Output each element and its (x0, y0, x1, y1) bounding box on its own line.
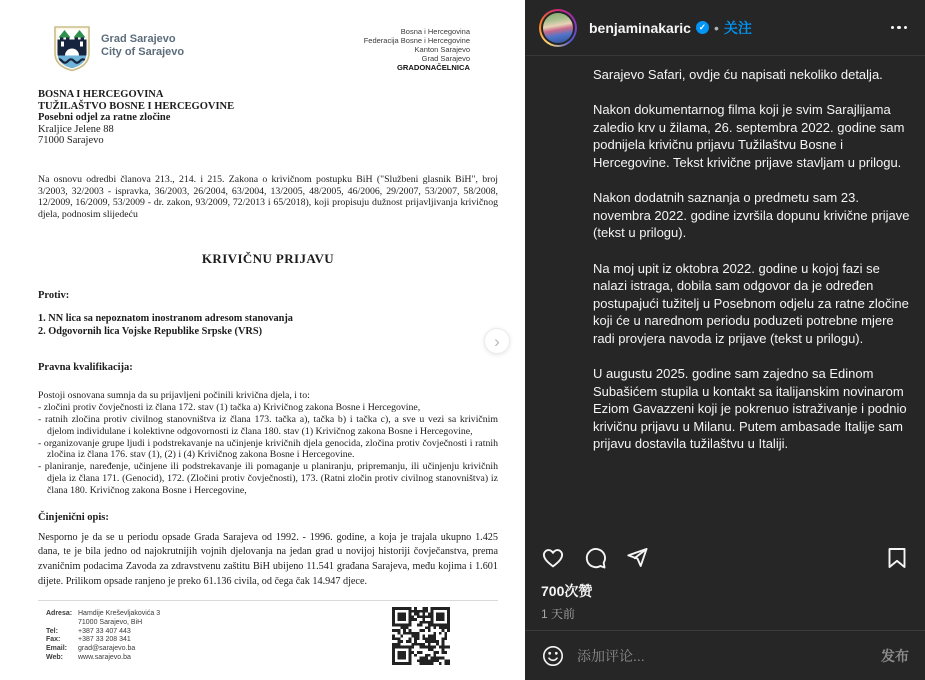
emoji-button[interactable] (541, 644, 565, 668)
verified-badge-icon: ✓ (696, 21, 709, 34)
document-letterhead (38, 25, 498, 72)
avatar[interactable] (539, 9, 577, 47)
chevron-right-icon: › (494, 331, 500, 351)
qualification-item: - planiranje, naređenje, učinjene ili podstrekavanje ili pomaganje u planiranju, pripremanju, ili učinjenju krivičnih djela iz člana 171. (Genocid), 172. (Zločini protiv čovječnosti), 173. (Ratni zločin protiv civilnog stanovništva) iz člana 180. Krivičnog zakona Bosne i Hercegovine, (38, 461, 498, 496)
letterhead-line: Grad Sarajevo (421, 54, 470, 63)
legal-qualification-label: Pravna kvalifikacija: (38, 362, 133, 374)
contact-label: Adresa: (46, 610, 73, 617)
share-icon (625, 546, 649, 570)
avatar-photo (543, 13, 573, 43)
sarajevo-coat-of-arms-icon (53, 25, 91, 72)
contact-value: +387 33 407 443 (78, 627, 131, 635)
document-footer (38, 600, 498, 663)
smiley-icon (541, 644, 565, 668)
recipient-line: TUŽILAŠTVO BOSNE I HERCEGOVINE (38, 100, 235, 112)
factual-description-label: Činjenični opis: (38, 511, 109, 523)
contact-value: Hamdije Kreševljakovića 3 (78, 610, 161, 617)
qualification-item: - zločini protiv čovječnosti iz člana 172. stav (1) tačka a) Krivičnog zakona Bosne i Hercegovine, (38, 402, 421, 414)
contact-label: Fax: (46, 636, 61, 644)
contact-label: Email: (46, 645, 68, 653)
letterhead-hierarchy (364, 27, 470, 72)
contact-value: www.sarajevo.ba (78, 653, 131, 661)
username-link[interactable]: benjaminakaric (589, 19, 691, 36)
more-options-icon (891, 26, 895, 30)
like-button[interactable] (541, 546, 565, 570)
action-bar (525, 533, 925, 575)
caption-paragraph: Sarajevo Safari, ovdje ću napisati nekoliko detalja. (593, 67, 883, 82)
follow-button[interactable]: 关注 (723, 19, 752, 36)
recipient-line: BOSNA I HERCEGOVINA (38, 89, 164, 100)
caption-scroll-area[interactable] (525, 56, 925, 533)
recipient-line: Posebni odjel za ratne zločine (38, 112, 171, 124)
legal-qualification-body (38, 390, 498, 496)
letterhead-line: Kanton Sarajevo (414, 45, 470, 54)
share-button[interactable] (625, 546, 649, 570)
org-name-local: Grad Sarajevo (101, 33, 176, 45)
separator-dot: • (713, 19, 719, 36)
contact-label (46, 619, 78, 628)
document-title: KRIVIČNU PRIJAVU (201, 251, 335, 267)
qualification-intro: Postoji osnovana sumnja da su prijavljeni počinili krivična djela, i to: (38, 390, 310, 402)
next-image-button[interactable] (484, 328, 510, 354)
caption-paragraph: Nakon dodatnih saznanja o predmetu sam 23. novembra 2022. godine izvršila dopunu krivične prijave (tekst u prilogu). (593, 190, 910, 241)
org-name-english: City of Sarajevo (101, 46, 185, 58)
post-header (525, 0, 925, 56)
against-item: 2. Odgovornih lica Vojske Republike Srpske (VRS) (38, 326, 262, 338)
bookmark-icon (885, 546, 909, 570)
post-timestamp: 1 天前 (541, 607, 576, 621)
legal-basis-paragraph: Na osnovu odredbi članova 213., 214. i 215. Zakona o krivičnom postupku BiH ("Službeni glasnik BiH", broj 3/2003, 32/2003 - ispravka, 36/2003, 26/2004, 63/2004, 13/2005, 48/2005, 46/2006, 29/2007, 53/2007, 58/2008, 12/2009, 16/2009, 53/2009 - dr. zakon, 93/2009, 72/2013 i 65/2018), koji propisuju dužnost prijavljivanja krivičnog djela, podnosim slijedeću (38, 173, 498, 220)
qr-code (392, 607, 450, 665)
recipient-line: Kraljice Jelene 88 (38, 123, 114, 135)
letterhead-office: GRADONAČELNICA (397, 63, 470, 72)
post-panel (525, 0, 925, 680)
against-list (38, 312, 498, 338)
save-button[interactable] (885, 546, 909, 570)
comment-icon (583, 546, 607, 570)
likes-count[interactable]: 700次赞 (541, 583, 593, 599)
letterhead-line: Bosna i Hercegovina (400, 27, 470, 36)
heart-icon (541, 546, 565, 570)
comment-input[interactable] (577, 648, 869, 664)
letterhead-line: Federacija Bosne i Hercegovine (363, 36, 470, 45)
contact-label: Web: (46, 653, 63, 661)
contact-value: 71000 Sarajevo, BiH (78, 618, 143, 626)
more-options-button[interactable] (889, 20, 910, 36)
caption-paragraph: U augustu 2025. godine sam zajedno sa Edinom Subašićem stupila u kontakt sa italijanskim novinarom Eziom Gavazzeni koji je pokrenuo istraživanje i podnio krivičnu prijavu u Milanu. Putem ambasade Italije sam prijavu dostavila tužilaštvu u Italiji. (593, 366, 907, 452)
contact-value: +387 33 208 341 (78, 636, 131, 644)
qualification-item: - organizovanje grupe ljudi i podstrekavanje na učinjenje krivičnih djela genocida, zločina protiv čovječnosti i ratnih zločina iz člana 176. stav (1), (2) i (4) Krivičnog zakona Bosne i Hercegovine. (38, 437, 498, 461)
recipient-line: 71000 Sarajevo (38, 135, 104, 147)
recipient-block (38, 89, 498, 147)
comment-bar (525, 630, 925, 680)
post-meta (525, 575, 925, 630)
post-comment-button[interactable]: 发布 (881, 647, 909, 664)
contact-value: grad@sarajevo.ba (78, 645, 136, 653)
against-label: Protiv: (38, 290, 70, 302)
factual-description-text: Nesporno je da se u periodu opsade Grada Sarajeva od 1992. - 1996. godine, a koja je trajala ukupno 1.425 dana, te je bila jedno od najokrutnijih vojnih djelovanja na jedan grad u novijoj historiji čovječanstva, prema zvaničnim podacima Zavoda za zdravstvenu zaštitu BiH ubijeno 11.541 građana Sarajeva, među kojima i 1.601 dijete. Prilikom opsade ranjeno je preko 61.136 civila, od čega čak 14.947 djece. (38, 531, 498, 587)
against-item: 1. NN lica sa nepoznatom inostranom adresom stanovanja (38, 313, 293, 325)
contact-label: Tel: (46, 627, 58, 635)
caption-paragraph: Nakon dokumentarnog filma koji je svim Sarajlijama zaledio krv u žilama, 26. septembra 2022. godine sam podnijela krivičnu prijavu Tužilaštvu Bosne i Hercegovine. Tekst krivične prijave stavljam u prilogu. (593, 102, 905, 170)
caption-paragraph: Na moj upit iz oktobra 2022. godine u kojoj fazi se nalazi istraga, dobila sam odgovor da je određen postupajući tužitelj u Posebnom odjelu za ratne zločine koji će u narednom periodu poduzeti potrebne mjere radi provjera navoda iz prijave (tekst u prilogu). (593, 260, 909, 346)
org-name (101, 33, 184, 59)
comment-button[interactable] (583, 546, 607, 570)
qualification-item: - ratnih zločina protiv civilnog stanovništva iz člana 173. tačka a), tačka b) i tačka c), a sve u vezi sa krivičnim djelom individulane i kolektivne odgovornosti iz člana 180. stav (1) Krivičnog zakona Bosne i Hercegovine, (38, 413, 498, 437)
